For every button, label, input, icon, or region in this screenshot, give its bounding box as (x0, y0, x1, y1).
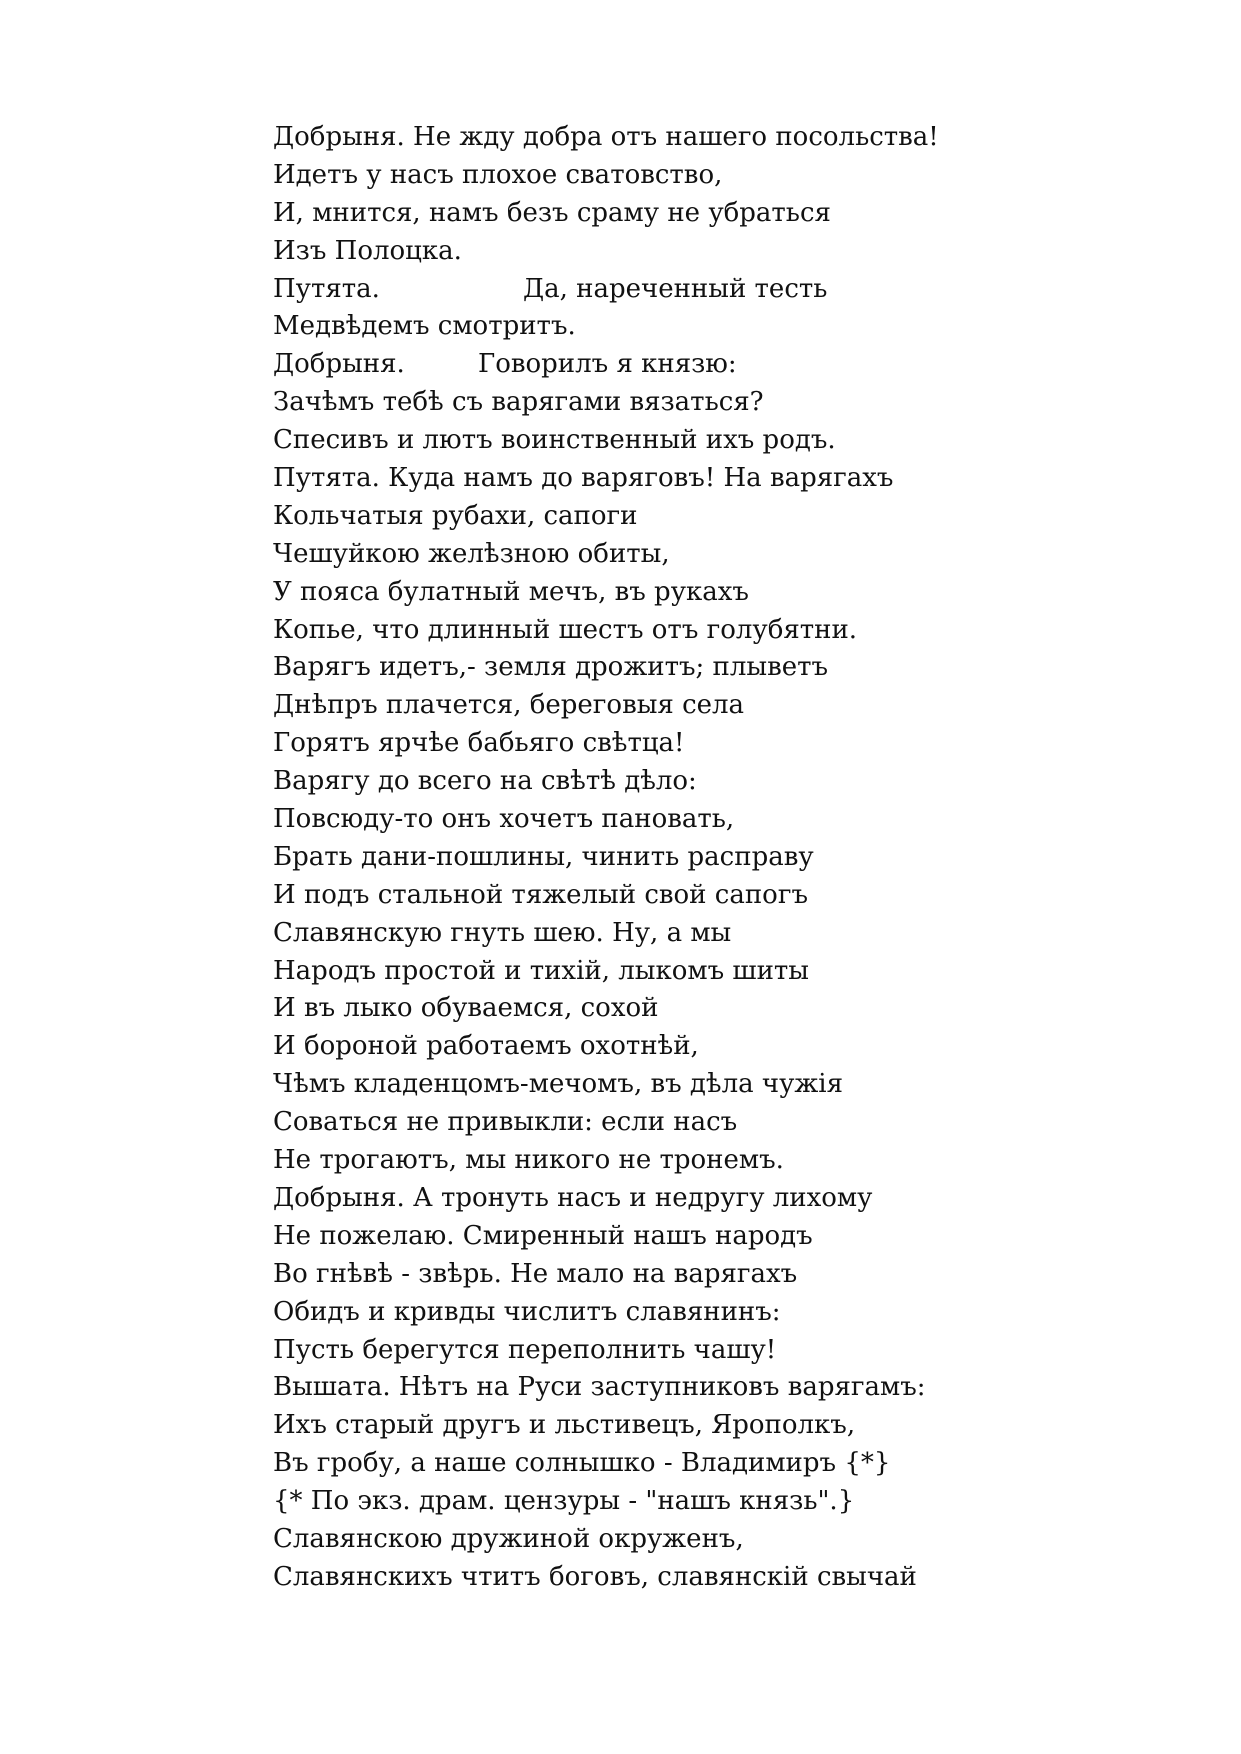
speaker-name: Путята. (273, 273, 380, 304)
verse-line: Изъ Полоцка. (273, 235, 462, 266)
verse-line: Славянскую гнуть шею. Ну, а мы (273, 917, 732, 948)
verse-line (273, 346, 1173, 384)
verse-line: Варягъ идетъ,- земля дрожитъ; плыветъ (273, 652, 829, 683)
verse-line: Пусть берегутся переполнить чашу! (273, 1334, 777, 1365)
verse-line: Горятъ ярчѣе бабьяго свѣтца! (273, 728, 685, 759)
verse-line: Добрыня. Не жду добра отъ нашего посольства! (273, 122, 939, 152)
verse-line: Чѣмъ кладенцомъ-мечомъ, въ дѣла чужія (273, 1069, 844, 1100)
verse-line: И въ лыко обуваемся, сохой (273, 993, 659, 1024)
verse-line: Идетъ у насъ плохое сватовство, (273, 159, 723, 190)
verse-line: И подъ стальной тяжелый свой сапогъ (273, 879, 808, 910)
verse-line: И, мнится, намъ безъ сраму не убраться (273, 197, 831, 228)
verse-line: Варягу до всего на свѣтѣ дѣло: (273, 766, 697, 797)
verse-line: Спесивъ и лютъ воинственный ихъ родъ. (273, 425, 836, 456)
verse-line: Чешуйкою желѣзною обиты, (273, 538, 670, 569)
speaker-name: Добрыня. (273, 349, 405, 380)
verse-line: Путята. Куда намъ до варяговъ! На варягахъ (273, 463, 894, 494)
verse-line: Соваться не привыкли: если насъ (273, 1107, 738, 1138)
verse-line: Днѣпръ плачется, береговыя села (273, 690, 745, 721)
verse-line: Повсюду-то онъ хочетъ пановать, (273, 804, 735, 835)
verse-line: Народъ простой и тихій, лыкомъ шиты (273, 955, 809, 986)
verse-line: Брать дани-пошлины, чинить расправу (273, 841, 814, 872)
verse-line: Въ гробу, а наше солнышко - Владимиръ {*} (273, 1448, 891, 1479)
line-text: Да, нареченный тесть (523, 273, 828, 304)
verse-line (273, 271, 1173, 309)
verse-line: Не трогаютъ, мы никого не тронемъ. (273, 1145, 784, 1176)
verse-line: Копье, что длинный шестъ отъ голубятни. (273, 614, 858, 645)
verse-line: Обидъ и кривды числитъ славянинъ: (273, 1296, 781, 1327)
line-text: Говорилъ я князю: (478, 349, 737, 380)
verse-line: Вышата. Нѣтъ на Руси заступниковъ варягамъ: (273, 1372, 926, 1403)
verse-line: Не пожелаю. Смиренный нашъ народъ (273, 1220, 813, 1251)
verse-line: Во гнѣвѣ - звѣрь. Не мало на варягахъ (273, 1258, 798, 1289)
verse-line: И бороной работаемъ охотнѣй, (273, 1031, 699, 1062)
verse-line: Зачѣмъ тебѣ съ варягами вязаться? (273, 387, 764, 418)
verse-line: Славянскихъ чтитъ боговъ, славянскій свычай (273, 1561, 917, 1592)
verse-line: Ихъ старый другъ и льстивецъ, Ярополкъ, (273, 1410, 856, 1441)
verse-line: У пояса булатный мечъ, въ рукахъ (273, 576, 749, 607)
verse-text (273, 119, 1173, 1597)
verse-line: Славянскою дружиной окруженъ, (273, 1523, 744, 1554)
footnote-line: {* По экз. драм. цензуры - "нашъ князь".} (273, 1486, 855, 1517)
verse-line: Медвѣдемъ смотритъ. (273, 311, 576, 342)
verse-line: Кольчатыя рубахи, сапоги (273, 500, 638, 531)
verse-line: Добрыня. А тронуть насъ и недругу лихому (273, 1182, 873, 1213)
